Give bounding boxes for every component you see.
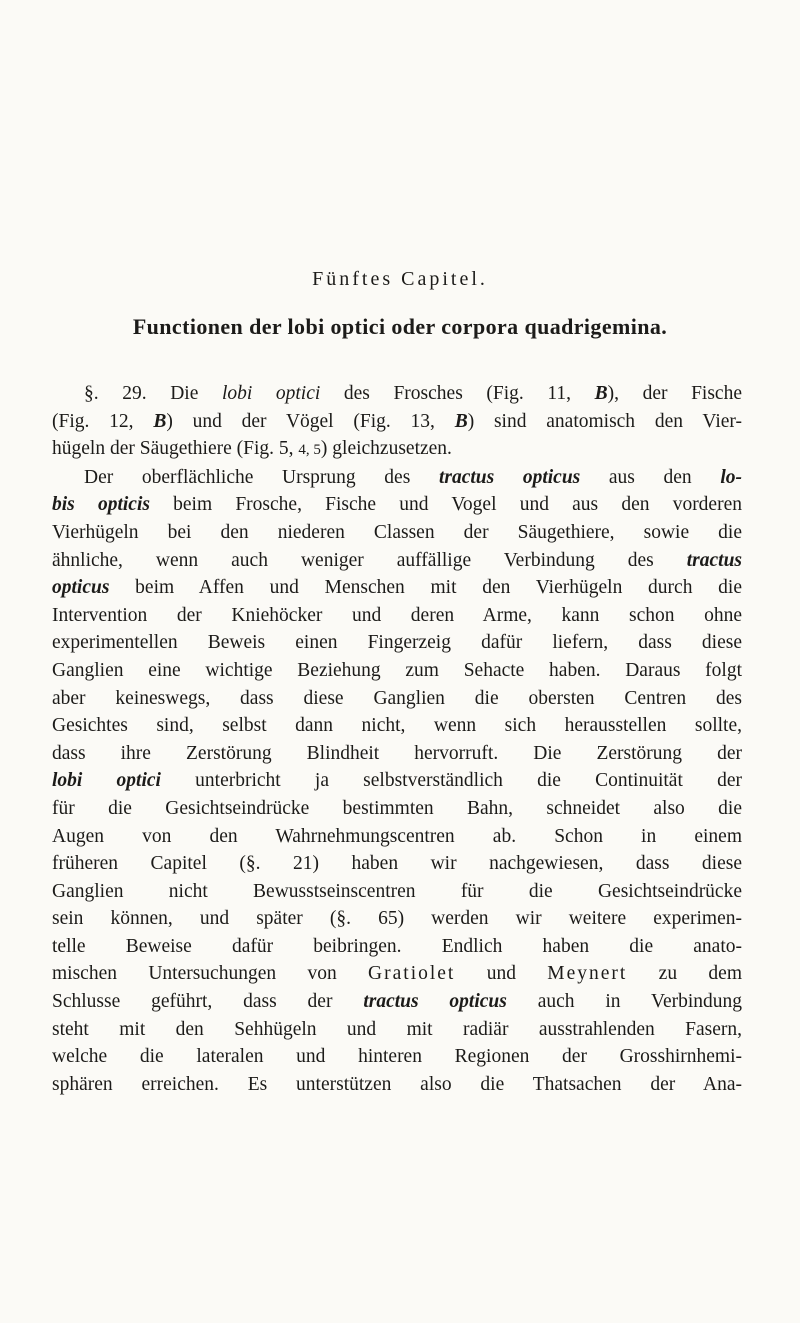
latin-term: lobi optici [221,383,321,404]
text-line: Ganglien eine wichtige Beziehung zum Sehacte haben. Daraus folgt [52,659,742,681]
figure-ref: B [153,410,167,432]
text-line: steht mit den Sehhügeln und mit radiär ausstrahlenden Fasern, [52,1018,742,1040]
latin-term: opticus [52,577,110,599]
text-line: bis opticis beim Frosche, Fische und Vogel und aus den vorderen [52,494,742,516]
body-text [52,380,742,1098]
text-line: früheren Capitel (§. 21) haben wir nachgewiesen, dass diese [52,853,742,875]
text-line: mischen Untersuchungen von Gratiolet und Meynert zu dem [52,963,742,985]
text-line: Gesichtes sind, selbst dann nicht, wenn sich herausstellen sollte, [52,715,742,737]
latin-term: tractus [686,549,742,571]
text-line: für die Gesichtseindrücke bestimmten Bahn, schneidet also die [52,797,742,819]
text-line: experimentellen Beweis einen Fingerzeig dafür liefern, dass diese [52,632,742,654]
text-line: (Fig. 12, B) und der Vögel (Fig. 13, B) sind anatomisch den Vier- [52,410,742,432]
latin-term: tractus opticus [438,466,581,488]
chapter-heading: Fünftes Capitel. [312,268,488,290]
author-name: Gratiolet [368,963,456,985]
text-line: opticus beim Affen und Menschen mit den Vierhügeln durch die [52,577,742,599]
text-line: ähnliche, wenn auch weniger auffällige Verbindung des tractus [52,549,742,571]
text-line: dass ihre Zerstörung Blindheit hervorruft. Die Zerstörung der [52,742,742,764]
text-line: Intervention der Kniehöcker und deren Arme, kann schon ohne [52,604,742,626]
text-line: Augen von den Wahrnehmungscentren ab. Schon in einem [52,825,742,847]
text-line: sphären erreichen. Es unterstützen also die Thatsachen der Ana- [52,1073,742,1095]
latin-term: lobi optici [52,770,161,792]
text-line: aber keineswegs, dass diese Ganglien die obersten Centren des [52,687,742,709]
figure-ref: B [594,383,608,404]
text-line: welche die lateralen und hinteren Regionen der Grosshirnhemi- [52,1046,742,1068]
text-line: Der oberflächliche Ursprung des tractus opticus aus den lo- [84,466,742,488]
text-line: §. 29. Die lobi optici des Frosches (Fig. 11, B), der Fische [84,383,742,404]
chapter-title: Functionen der lobi optici oder corpora quadrigemina. [132,314,668,339]
text-line: Schlusse geführt, dass der tractus opticus auch in Verbindung [52,991,743,1013]
latin-term: tractus opticus [363,991,507,1013]
text-line: lobi optici unterbricht ja selbstverständlich die Continuität der [52,770,742,792]
latin-term: bis opticis [52,494,150,516]
text-line: telle Beweise dafür beibringen. Endlich haben die anato- [52,935,742,957]
text-line: Ganglien nicht Bewusstseinscentren für die Gesichtseindrücke [52,880,742,902]
text-line: Vierhügeln bei den niederen Classen der Säugethiere, sowie die [52,521,742,543]
latin-term: lo- [720,466,742,488]
text-line: sein können, und später (§. 65) werden wir weitere experimen- [52,908,742,930]
author-name: Meynert [547,963,628,985]
figure-ref: B [454,410,468,432]
text-line: hügeln der Säugethiere (Fig. 5, 4, 5) gleichzusetzen. [52,438,452,460]
